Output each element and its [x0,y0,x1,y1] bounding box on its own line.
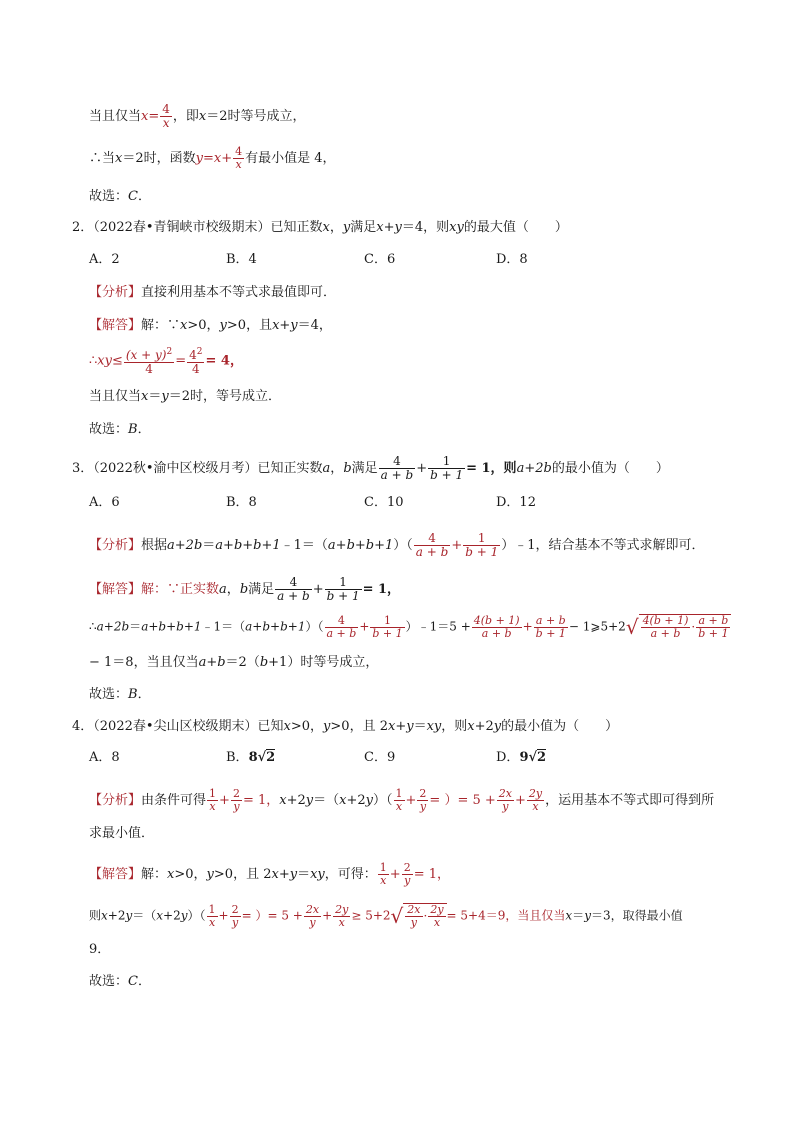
fraction: $\frac{4^2}{4}$ [189,347,203,376]
fraction: $\frac{2y}{x}$ [528,787,543,813]
q4-stem: 4．（2022春•尖山区校级期末）已知x>0，y>0，且 2x+y＝xy，则x+2y的最小值为（ ） [72,719,619,734]
q2-stem: 2．（2022春•青铜峡市校级期末）已知正数x，y满足x+y＝4，则xy的最大值（ ） [72,220,568,235]
fraction: $\frac{4}{x}$ [235,145,243,171]
fraction: $\frac{a + b}{b + 1}$ [535,613,566,640]
fraction: $\frac{2}{y}$ [403,861,411,887]
q3-analysis: 【分析】根据a+2b＝a+b+b+1﹣1＝（a+b+b+1）（ $\frac{4}{a + b}$ + $\frac{1}{b + 1}$ ）﹣1，结合基本不等式求解即可． [89,531,705,559]
q3-derivation-cont: − 1＝8，当且仅当a+b＝2（b+1）时等号成立， [89,655,379,670]
q4-option-b: B．8√2 [226,750,276,765]
fraction: $\frac{4}{a + b}$ [380,454,414,482]
top-line-1: 当且仅当x= $\frac{4}{x}$ ，即x＝2时等号成立， [89,102,306,130]
fraction: $\frac{4}{a + b}$ [415,531,449,559]
square-root: √ $\frac{2x}{y}$ · $\frac{2y}{x}$ [391,903,447,929]
fraction: $\frac{1}{x}$ [208,902,216,929]
q2-option-d: D．8 [496,252,528,267]
q2-option-b: B．4 [226,252,257,267]
fraction: $\frac{4}{a + b}$ [277,575,310,603]
fraction: $\frac{1}{x}$ [209,787,217,813]
q4-answer: 【解答】解：x>0，y>0，且 2x+y＝xy，可得： $\frac{1}{x}$ + $\frac{2}{y}$ = 1， [89,861,450,887]
fraction: $\frac{2x}{y}$ [498,787,512,813]
fraction: $\frac{(x + y)^2}{4}$ [125,347,173,376]
q4-option-c: C．9 [364,750,396,765]
q4-option-a: A．8 [89,750,120,765]
q3-option-a: A．6 [89,495,120,510]
fraction: $\frac{2}{y}$ [419,787,427,813]
q3-option-b: B．8 [226,495,257,510]
q3-stem: 3．（2022秋•渝中区校级月考）已知正实数a，b满足 $\frac{4}{a + b}$ + $\frac{1}{b + 1}$ = 1，则a+2b的最小值为（ ） [72,454,669,482]
q3-option-d: D．12 [496,495,536,510]
fraction: $\frac{4(b + 1)}{a + b}$ [473,613,520,640]
fraction: $\frac{4}{x}$ [162,102,170,130]
fraction: $\frac{1}{b + 1}$ [465,531,499,559]
q2-choice: 故选：B． [89,422,151,437]
fraction: $\frac{1}{x}$ [395,787,403,813]
q2-analysis: 【分析】直接利用基本不等式求最值即可． [89,285,337,300]
q4-derivation-cont: 9． [89,942,111,957]
fraction: $\frac{1}{b + 1}$ [430,454,464,482]
q2-derivation: ∴xy≤ $\frac{(x + y)^2}{4}$ = $\frac{4^2}{4}$ = 4， [89,347,243,376]
q4-derivation: 则x+2y＝（x+2y）（ $\frac{1}{x}$ + $\frac{2}{y}$ = ）= 5 + $\frac{2x}{y}$ + $\frac{2y}{x}$ ≥ 5+2√ $\frac{2x}{y}$ · $\frac{2y}{x}$ = 5+4＝9，当且仅当x＝y＝3，取得最小值 [89,902,683,929]
fraction: $\frac{1}{b + 1}$ [326,575,360,603]
q4-choice: 故选：C． [89,974,151,989]
q2-option-c: C．6 [364,252,396,267]
fraction: $\frac{2}{y}$ [231,902,239,929]
fraction: $\frac{1}{b + 1}$ [372,613,403,640]
q3-choice: 故选：B． [89,687,151,702]
square-root: √ $\frac{4(b + 1)}{a + b}$ · $\frac{a + b}{b + 1}$ [626,614,732,640]
top-line-2: ∴当x＝2时，函数y=x+ $\frac{4}{x}$ 有最小值是 4， [89,145,336,171]
q3-option-c: C．10 [364,495,404,510]
q2-equality: 当且仅当x＝y＝2时，等号成立． [89,389,282,404]
q3-answer: 【解答】解：∵正实数a，b满足 $\frac{4}{a + b}$ + $\frac{1}{b + 1}$ = 1， [89,575,401,603]
q2-answer: 【解答】解：∵x>0，y>0，且x+y＝4， [89,318,332,333]
q3-derivation: ∴a+2b＝a+b+b+1﹣1＝（a+b+b+1）（ $\frac{4}{a + b}$ + $\frac{1}{b + 1}$ ）﹣1＝5 + $\frac{4(b + 1)}{a + b}$ + $\frac{a + b}{b + 1}$ − 1⩾5+2√ $\frac{4(b + 1)}{a + b}$ · $\frac{a + b}{b + 1}$ [89,614,731,640]
fraction: $\frac{2}{y}$ [232,787,240,813]
top-choice: 故选：C． [89,189,151,204]
fraction: $\frac{4}{a + b}$ [326,613,357,640]
q4-analysis: 【分析】由条件可得 $\frac{1}{x}$ + $\frac{2}{y}$ = 1，x+2y＝（x+2y）（ $\frac{1}{x}$ + $\frac{2}{y}$ = ）= 5 + $\frac{2x}{y}$ + $\frac{2y}{x}$ ，运用基本不等式即可得到所 [89,787,715,813]
fraction: $\frac{2x}{y}$ [305,902,320,929]
q4-analysis-cont: 求最小值． [89,826,155,841]
fraction: $\frac{1}{x}$ [379,861,387,887]
fraction: $\frac{2y}{x}$ [335,902,349,929]
q2-option-a: A．2 [89,252,120,267]
q4-option-d: D．9√2 [496,750,547,765]
